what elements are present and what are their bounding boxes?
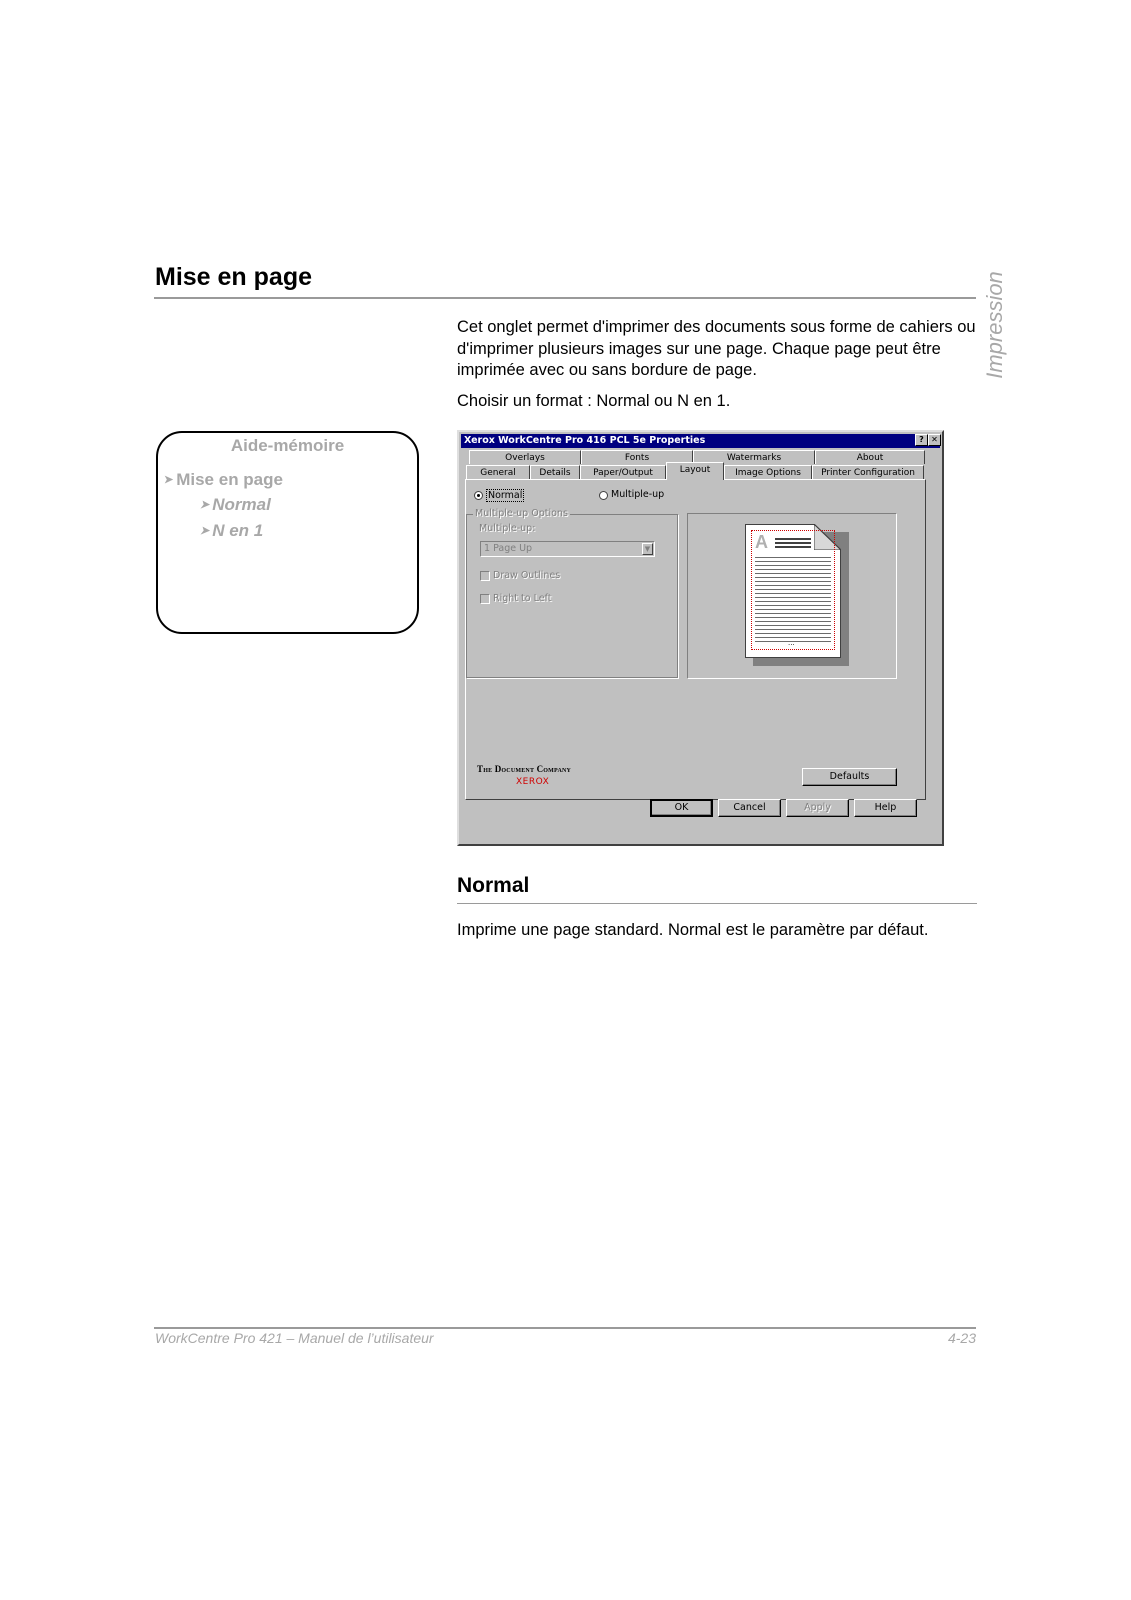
multiple-up-label: Multiple-up:	[479, 523, 536, 534]
triangle-right-icon: ➤	[200, 525, 210, 537]
intro-paragraph: Cet onglet permet d'imprimer des documents sous forme de cahiers ou d'imprimer plusieurs images sur une page. Chaque page peut être imprimée avec ou sans bordure de page.	[457, 318, 976, 379]
right-to-left-label: Right to Left	[493, 593, 552, 604]
right-to-left-checkbox[interactable]	[480, 594, 490, 604]
draw-outlines-label: Draw Outlines	[493, 570, 561, 581]
normal-section-text: Imprime une page standard. Normal est le paramètre par défaut.	[457, 921, 929, 939]
tab-overlays[interactable]: Overlays	[469, 450, 581, 464]
aide-memoire-item: ➤ Mise en page	[164, 470, 283, 489]
draw-outlines-checkbox[interactable]	[480, 571, 490, 581]
footer-manual-title: WorkCentre Pro 421 – Manuel de l’utilisateur	[155, 1330, 434, 1346]
close-icon[interactable]: ✕	[928, 434, 941, 446]
section-side-tab-label: Impression	[982, 271, 1007, 379]
tab-fonts[interactable]: Fonts	[581, 450, 693, 464]
normal-radio-label[interactable]: Normal	[488, 490, 523, 501]
help-icon[interactable]: ?	[915, 434, 928, 446]
brand-tagline: The Document Company	[477, 764, 572, 774]
triangle-right-icon: ➤	[164, 474, 174, 486]
brand-logo: XEROX	[516, 777, 550, 787]
chevron-down-icon[interactable]: ▼	[642, 543, 653, 555]
normal-section-heading: Normal	[457, 874, 530, 897]
section-side-tab	[975, 265, 1015, 385]
tab-paper-output[interactable]: Paper/Output	[580, 465, 666, 479]
pages-per-sheet-value: 1 Page Up	[484, 543, 533, 554]
normal-radio[interactable]	[474, 491, 483, 500]
normal-section-rule	[457, 903, 977, 904]
ok-button[interactable]: OK	[650, 799, 713, 817]
tab-about[interactable]: About	[815, 450, 925, 464]
aide-memoire-box	[156, 431, 419, 634]
page-text-lines	[755, 554, 831, 644]
tab-image-options[interactable]: Image Options	[724, 465, 812, 479]
pages-per-sheet-select[interactable]	[480, 541, 655, 557]
triangle-right-icon: ➤	[200, 499, 210, 511]
choose-format-paragraph: Choisir un format : Normal ou N en 1.	[457, 392, 731, 410]
help-button[interactable]: Help	[854, 799, 917, 817]
aide-memoire-title: Aide-mémoire	[230, 436, 345, 455]
aide-memoire-item: ➤ N en 1	[200, 521, 264, 540]
dialog-title-bar[interactable]: Xerox WorkCentre Pro 416 PCL 5e Properties	[461, 434, 940, 448]
defaults-button[interactable]: Defaults	[802, 768, 897, 786]
aide-memoire-item: ➤ Normal	[200, 495, 271, 514]
page-title: Mise en page	[155, 263, 312, 291]
page-preview-letter: A	[755, 532, 768, 552]
tab-layout[interactable]: Layout	[666, 462, 724, 480]
multiple-up-radio[interactable]	[599, 491, 608, 500]
multiple-up-options-label: Multiple-up Options	[475, 508, 568, 519]
printer-properties-dialog	[457, 430, 944, 846]
page-heading-lines	[775, 536, 811, 550]
footer-page-number: 4-23	[947, 1330, 976, 1346]
tab-printer-configuration[interactable]: Printer Configuration	[812, 465, 924, 479]
page-number-dots: ...	[788, 639, 795, 647]
tab-general[interactable]: General	[466, 465, 530, 479]
footer-rule	[154, 1327, 976, 1329]
tab-details[interactable]: Details	[530, 465, 580, 479]
apply-button[interactable]: Apply	[786, 799, 849, 817]
multiple-up-radio-label[interactable]: Multiple-up	[611, 489, 665, 500]
tab-watermarks[interactable]: Watermarks	[693, 450, 815, 464]
cancel-button[interactable]: Cancel	[718, 799, 781, 817]
title-rule	[154, 297, 976, 299]
